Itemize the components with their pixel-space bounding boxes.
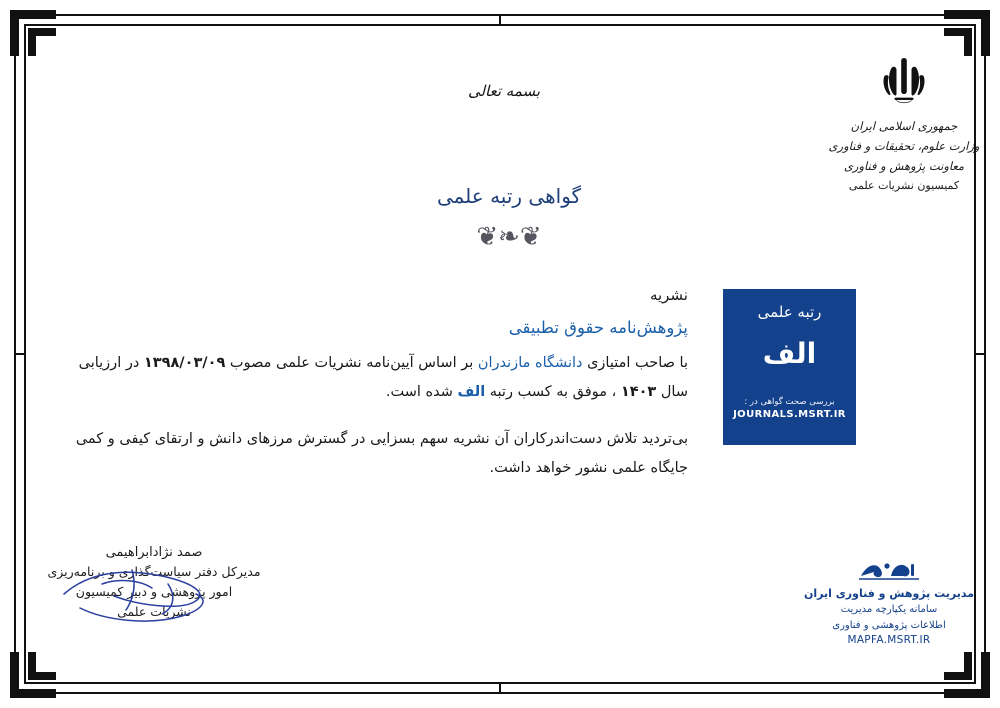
ministry-line-4: کمیسیون نشریات علمی [848, 179, 960, 193]
mapfa-footer [794, 556, 984, 647]
rank-badge [723, 289, 856, 445]
para1-seg4: ، موفق به کسب رتبه [489, 384, 617, 400]
edge-mark-left [14, 353, 26, 355]
mapfa-subtitle-1: سامانه یکپارچه مدیریت [840, 604, 938, 615]
para1-seg1: با صاحب امتیازی [587, 355, 688, 371]
para1-seg3: در ارزیابی سال [78, 355, 688, 400]
ministry-header [804, 52, 1000, 196]
mapfa-url[interactable]: MAPFA.MSRT.IR [847, 634, 931, 646]
rank-badge-grade: الف [762, 337, 817, 370]
edge-mark-top [499, 14, 501, 26]
regulation-date: ۱۳۹۸/۰۳/۰۹ [143, 355, 226, 371]
paragraph-secondary: بی‌تردید تلاش دست‌اندرکاران آن نشریه سهم بسزایی در گسترش مرزهای دانش و ارتقای کیفی و کمی جایگاه علمی نشور خواهد داشت. [75, 431, 688, 476]
page-title: گواهی رتبه علمی [436, 184, 582, 208]
certificate-body [68, 286, 688, 501]
floral-ornament-icon: ❦❧❦ [476, 222, 542, 252]
paragraph-primary [68, 349, 688, 407]
awarded-grade: الف [457, 384, 486, 400]
rank-badge-note: بررسی صحت گواهی در : [744, 397, 835, 407]
signatory-name: صمد نژادابراهیمی [105, 545, 203, 560]
signatory-role-line-1: مدیرکل دفتر سیاست‌گذاری و برنامه‌ریزی [47, 564, 261, 579]
journal-name: پژوهش‌نامه حقوق تطبیقی [508, 318, 688, 337]
mapfa-title: مدیریت پژوهش و فناوری ایران [803, 586, 975, 600]
basmala-text: بسمه تعالی [467, 82, 541, 100]
edge-mark-right [974, 353, 986, 355]
evaluation-year: ۱۴۰۳ [620, 384, 657, 400]
rank-badge-title: رتبه علمی [757, 303, 822, 321]
signatory-role-line-3: نشریات علمی [117, 604, 191, 619]
ministry-header-lines [804, 116, 1000, 196]
mapfa-logo-icon [794, 556, 984, 582]
ministry-line-3: معاونت پژوهش و فناوری [843, 159, 965, 174]
certificate-content [34, 34, 980, 674]
rank-badge-url[interactable]: JOURNALS.MSRT.IR [733, 408, 846, 420]
signature-block [34, 545, 274, 622]
edge-mark-bottom [499, 682, 501, 694]
para1-seg5: شده است. [385, 384, 453, 400]
institution-name: دانشگاه مازندران [477, 355, 583, 371]
ministry-line-1: جمهوری اسلامی ایران [850, 119, 958, 133]
mapfa-subtitle-2: اطلاعات پژوهشی و فناوری [832, 619, 946, 631]
ministry-line-2: وزارت علوم، تحقیقات و فناوری [828, 139, 980, 154]
signatory-role-line-2: امور پژوهشی و دبیر کمیسیون [75, 584, 233, 599]
iran-emblem-icon [804, 52, 1000, 110]
para1-seg2: بر اساس آیین‌نامه نشریات علمی مصوب [229, 355, 474, 371]
recipient-label: نشریه [649, 286, 688, 304]
